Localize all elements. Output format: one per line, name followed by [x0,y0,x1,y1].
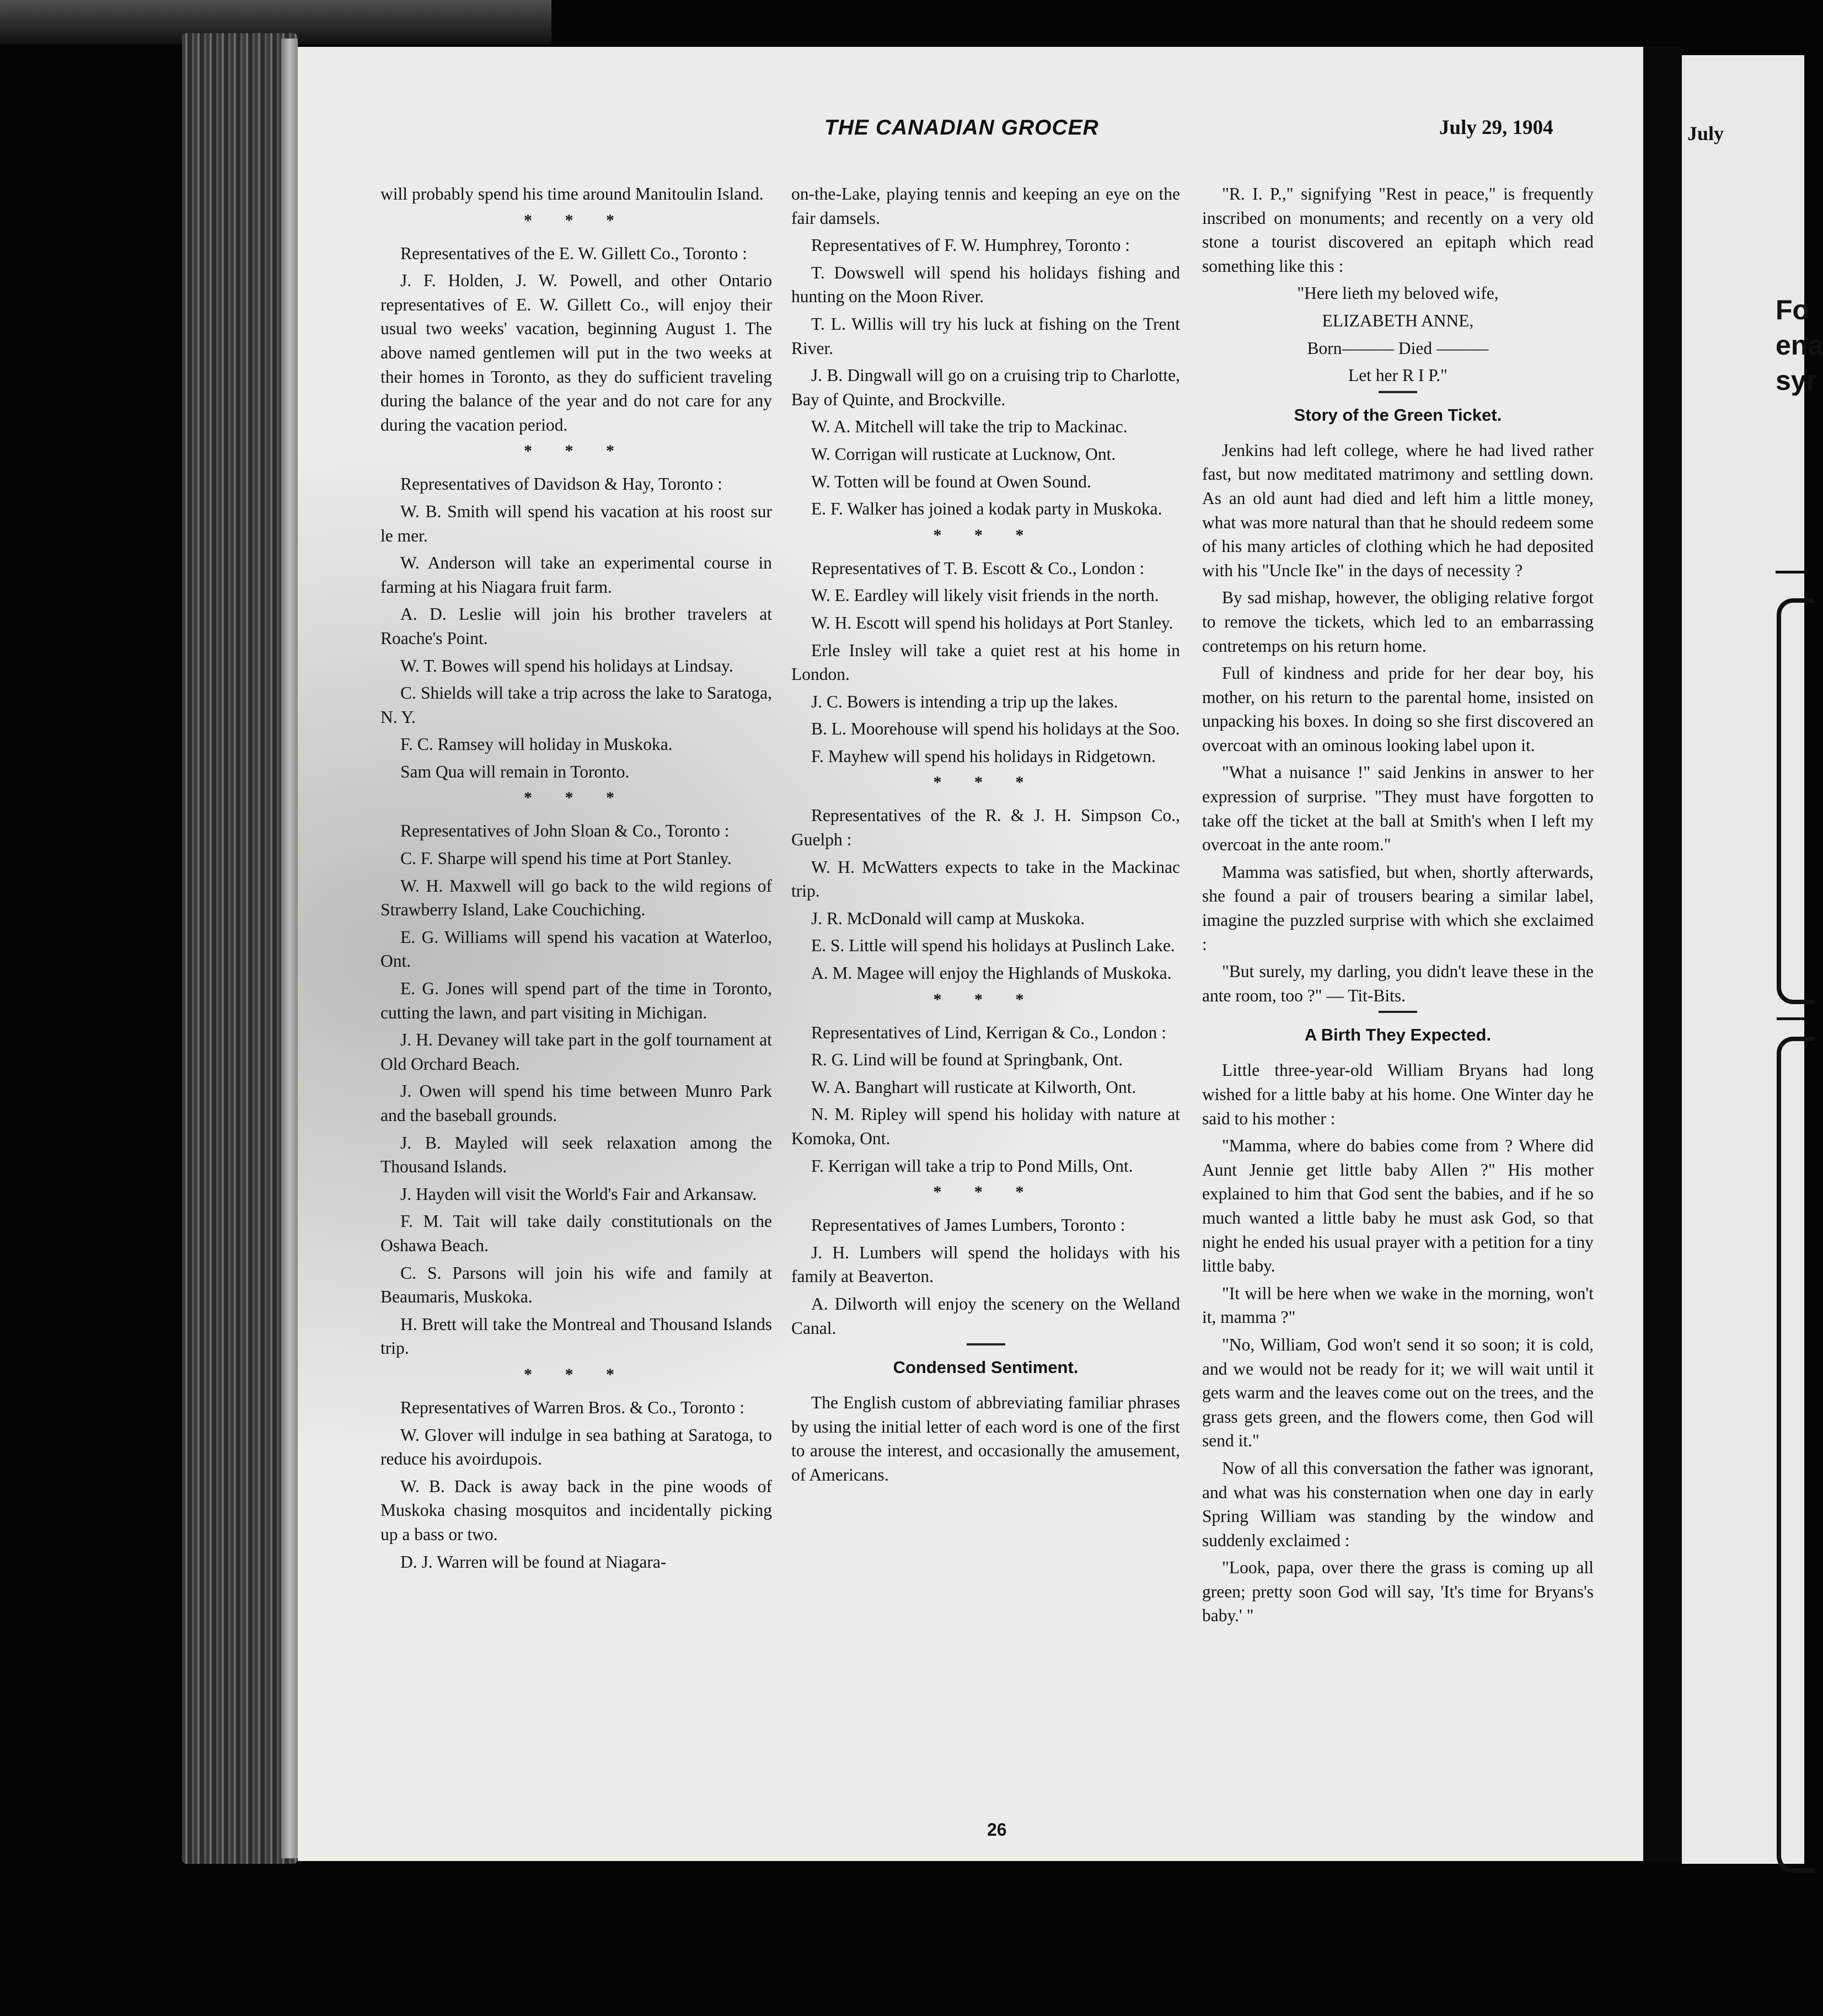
article-heading: Condensed Sentiment. [893,1358,1079,1377]
adjacent-page-box [1777,1037,1814,1873]
paragraph: W. B. Smith will spend his vacation at his roost sur le mer. [380,501,772,545]
epitaph-line: "Here lieth my beloved wife, [1297,283,1499,303]
adjacent-page [1682,55,1823,1864]
adjacent-page-header: July [1687,122,1724,144]
section-separator: * * * [524,1365,629,1384]
paragraph: W. H. McWatters expects to take in the Mackinac trip. [791,857,1180,901]
paragraph: J. B. Mayled will seek relaxation among the Thousand Islands. [380,1133,772,1177]
paragraph: D. J. Warren will be found at Niagara- [400,1552,667,1572]
paragraph: J. B. Dingwall will go on a cruising trip to Charlotte, Bay of Quinte, and Brockville. [791,366,1180,409]
column-middle [791,182,1180,1809]
paragraph: W. Glover will indulge in sea bathing at Saratoga, to reduce his avoirdupois. [380,1425,772,1469]
article-heading: Story of the Green Ticket. [1294,405,1502,425]
paragraph: J. F. Holden, J. W. Powell, and other Ontario representatives of E. W. Gillett Co., will enjoy their usual two weeks' vacation, beginning August 1. The above named gentlemen will put in the two weeks at their homes in Toronto, as they do sufficient traveling during the balance of the year and do not care for any during the vacation period. [380,271,772,435]
article-divider [1379,391,1417,393]
paragraph: E. G. Jones will spend part of the time in Toronto, cutting the lawn, and part visiting in Michigan. [380,979,772,1022]
paragraph: C. S. Parsons will join his wife and family at Beaumaris, Muskoka. [380,1263,772,1307]
adjacent-page-box [1777,598,1814,1004]
masthead: THE CANADIAN GROCER [824,116,1099,140]
paragraph: W. A. Banghart will rusticate at Kilworth, Ont. [811,1077,1136,1097]
paragraph: J. H. Lumbers will spend the holidays with his family at Beaverton. [791,1242,1180,1286]
paragraph: "R. I. P.," signifying "Rest in peace," is frequently inscribed on monuments; and recently on a very old stone a tourist discovered an epitaph which read something like this : [1202,184,1594,276]
paragraph: By sad mishap, however, the obliging relative forgot to remove the tickets, which led to an embarrassing contretemps on his return home. [1202,588,1594,656]
paragraph: W. Totten will be found at Owen Sound. [811,471,1091,491]
article-divider [1379,1011,1417,1013]
paragraph: Representatives of the R. & J. H. Simpson Co., Guelph : [791,806,1180,850]
paragraph: J. Owen will spend his time between Munro Park and the baseball grounds. [380,1081,772,1125]
paragraph: Representatives of John Sloan & Co., Toronto : [400,821,730,841]
paragraph: A. D. Leslie will join his brother travelers at Roache's Point. [380,604,772,648]
paragraph: Representatives of Lind, Kerrigan & Co., London : [811,1022,1166,1042]
paragraph: Representatives of Warren Bros. & Co., Toronto : [400,1397,744,1417]
paragraph: J. C. Bowers is intending a trip up the lakes. [811,691,1118,711]
page-gutter [1643,47,1682,1861]
paragraph: will probably spend his time around Manitoulin Island. [380,184,764,203]
section-separator: * * * [933,526,1038,544]
paragraph: W. T. Bowes will spend his holidays at Lindsay. [400,656,733,675]
paragraph: "Mamma, where do babies come from ? Where did Aunt Jennie get little baby Allen ?" His mother explained to him that God sent the babies, and if he so much wanted a little baby he must ask God, so that night he ended his usual prayer with a petition for a tiny little baby. [1202,1136,1594,1276]
paragraph: W. Corrigan will rusticate at Lucknow, Ont. [811,444,1116,464]
paragraph: "Look, papa, over there the grass is coming up all green; pretty soon God will say, 'It's time for Bryans's baby.' " [1202,1558,1594,1626]
book-binding [182,33,298,1864]
paragraph: W. A. Mitchell will take the trip to Mackinac. [811,417,1128,437]
paragraph: F. M. Tait will take daily constitutionals on the Oshawa Beach. [380,1211,772,1255]
adjacent-page-rule [1776,571,1804,573]
paragraph: Little three-year-old William Bryans had long wished for a little baby at his home. One Winter day he said to his mother : [1202,1060,1594,1128]
paragraph: Jenkins had left college, where he had lived rather fast, but now meditated matrimony and settling down. As an old aunt had died and left him a little money, what was more natural than that he should redeem some of his many articles of clothing which he had deposited with his "Uncle Ike" in the days of necessity ? [1202,440,1594,580]
paragraph: F. Kerrigan will take a trip to Pond Mills, Ont. [811,1156,1133,1176]
paragraph: C. Shields will take a trip across the lake to Saratoga, N. Y. [380,683,772,727]
article-heading: A Birth They Expected. [1304,1025,1492,1045]
paragraph: Representatives of F. W. Humphrey, Toronto : [811,235,1130,255]
paragraph: Full of kindness and pride for her dear boy, his mother, on his return to the parental home, insisted on unpacking his boxes. In doing so she first discovered an overcoat with an ominous looking label upon it. [1202,663,1594,755]
section-separator: * * * [933,1183,1038,1202]
paragraph: E. S. Little will spend his holidays at Puslinch Lake. [811,936,1175,956]
section-separator: * * * [524,789,629,807]
paragraph: J. R. McDonald will camp at Muskoka. [811,908,1085,928]
paragraph: F. C. Ramsey will holiday in Muskoka. [400,734,673,754]
paragraph: Representatives of T. B. Escott & Co., London : [811,558,1145,578]
section-separator: * * * [524,442,629,460]
paragraph: on-the-Lake, playing tennis and keeping an eye on the fair damsels. [791,184,1180,228]
paragraph: A. M. Magee will enjoy the Highlands of Muskoka. [811,963,1172,983]
column-left [380,182,772,1809]
paragraph: Erle Insley will take a quiet rest at his home in London. [791,640,1180,684]
paragraph: E. G. Williams will spend his vacation at Waterloo, Ont. [380,927,772,971]
paragraph: T. L. Willis will try his luck at fishing on the Trent River. [791,314,1180,358]
paragraph: R. G. Lind will be found at Springbank, Ont. [811,1050,1123,1070]
column-right [1202,182,1594,1809]
page-stack-edge [281,39,298,1858]
paragraph: F. Mayhew will spend his holidays in Ridgetown. [811,746,1156,766]
paragraph: W. E. Eardley will likely visit friends in the north. [811,586,1159,605]
paragraph: "But surely, my darling, you didn't leave these in the ante room, too ?" — Tit-Bits. [1202,962,1594,1005]
paragraph: W. Anderson will take an experimental course in farming at his Niagara fruit farm. [380,553,772,597]
paragraph: Representatives of Davidson & Hay, Toronto : [400,474,722,494]
adjacent-page-line: Fo [1776,294,1810,325]
section-separator: * * * [524,211,629,229]
paragraph: A. Dilworth will enjoy the scenery on the Welland Canal. [791,1294,1180,1338]
epitaph-line: Let her R I P." [1348,366,1447,385]
paragraph: W. H. Escott will spend his holidays at Port Stanley. [811,613,1173,632]
paragraph: Now of all this conversation the father was ignorant, and what was his consternation when one day in early Spring William was standing by the window and suddenly exclaimed : [1202,1458,1594,1550]
paragraph: W. B. Dack is away back in the pine woods of Muskoka chasing mosquitos and incidentally picking up a bass or two. [380,1476,772,1544]
epitaph-line: Born——— Died ——— [1307,338,1489,358]
paragraph: Sam Qua will remain in Toronto. [400,762,630,781]
paragraph: "No, William, God won't send it so soon; it is cold, and we would not be ready for it; we will wait until it gets warm and the leaves come out on the trees, and the grass gets green, and the flowers come, then God will send it." [1202,1334,1594,1451]
paragraph: Mamma was satisfied, but when, shortly afterwards, she found a pair of trousers bearing a similar label, imagine the puzzled surprise with which she exclaimed : [1202,862,1594,954]
paragraph: E. F. Walker has joined a kodak party in Muskoka. [811,499,1162,519]
paragraph: The English custom of abbreviating familiar phrases by using the initial letter of each word is one of the first to arouse the interest, and occasionally the amusement, of Americans. [791,1393,1180,1484]
article-divider [967,1343,1005,1345]
paragraph: "It will be here when we wake in the morning, won't it, mamma ?" [1202,1283,1594,1327]
paragraph: W. H. Maxwell will go back to the wild regions of Strawberry Island, Lake Couchiching. [380,876,772,920]
adjacent-page-line: ena [1776,330,1823,361]
epitaph-line: ELIZABETH ANNE, [1322,310,1474,330]
issue-date: July 29, 1904 [1439,116,1553,139]
paragraph: H. Brett will take the Montreal and Thousand Islands trip. [380,1314,772,1358]
paragraph: N. M. Ripley will spend his holiday with nature at Komoka, Ont. [791,1104,1180,1148]
paragraph: J. Hayden will visit the World's Fair and Arkansaw. [400,1184,757,1204]
paragraph: "What a nuisance !" said Jenkins in answer to her expression of surprise. "They must have forgotten to take off the ticket at the ball at Smith's when I left my overcoat in the ante room." [1202,763,1594,855]
paragraph: J. H. Devaney will take part in the golf tournament at Old Orchard Beach. [380,1030,772,1074]
adjacent-page-rule [1777,1017,1804,1020]
paragraph: B. L. Moorehouse will spend his holidays at the Soo. [811,719,1180,739]
section-separator: * * * [933,773,1038,792]
page-number: 26 [987,1820,1007,1840]
paragraph: T. Dowswell will spend his holidays fishing and hunting on the Moon River. [791,262,1180,307]
paragraph: Representatives of James Lumbers, Toronto : [811,1215,1125,1235]
section-separator: * * * [933,990,1038,1009]
paragraph: Representatives of the E. W. Gillett Co., Toronto : [400,243,747,263]
adjacent-page-line: syr [1776,365,1817,396]
paragraph: C. F. Sharpe will spend his time at Port Stanley. [400,849,732,868]
